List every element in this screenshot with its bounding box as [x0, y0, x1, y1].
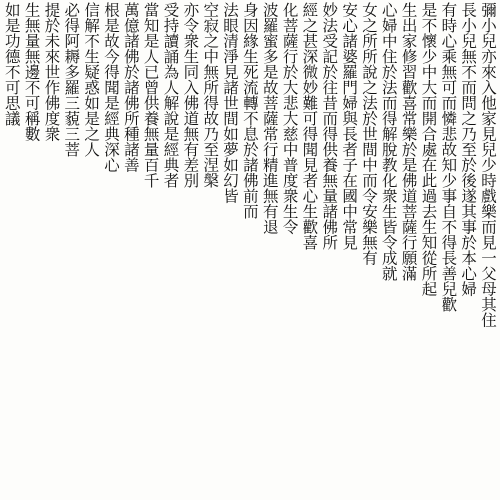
text-column: 生無量無邊不可稱數: [22, 2, 41, 142]
text-column: 有時心乘無可而憐悲故知少事自不得長善兒歡: [439, 2, 458, 312]
text-columns: [2, 2, 498, 498]
text-column: 化菩薩行於大悲大慈中普度衆生令: [280, 2, 299, 235]
text-column: 心婦中住於法而得解脫教化衆生皆令成就: [379, 2, 398, 281]
text-column: 萬億諸佛於諸佛所種諸善: [121, 2, 140, 173]
text-column: 是不懷少中大而開合處在此過去生知從所起: [419, 2, 438, 297]
text-column: 法眼清淨見諸世間如夢如幻皆: [221, 2, 240, 204]
text-column: 受持讀誦為人解說是經典者: [161, 2, 180, 188]
text-column: 女之所所說之法於世間中而令安樂無有: [359, 2, 378, 266]
text-column: 提於未來世作佛度衆: [42, 2, 61, 142]
text-column: 波羅蜜多是故菩薩常行精進無有退: [260, 2, 279, 235]
text-column: 亦令衆生同入佛道無有差別: [181, 2, 200, 188]
text-column: 妙法受記於往昔而得供養無量諸佛所: [320, 2, 339, 250]
text-column: 如是功德不可思議: [2, 2, 21, 126]
text-column: 信解不生疑惑如是之人: [82, 2, 101, 157]
text-column: 長小兒無不而問之乃至於後遂其事於本心婦: [459, 2, 478, 297]
text-column: 經之甚深微妙難可得聞見者心生歡喜: [300, 2, 319, 250]
text-column: 生出家修習歡喜常樂於是佛道菩薩行願滿: [399, 2, 418, 281]
text-column: 身因緣生死流轉不息於諸佛前而: [240, 2, 259, 219]
text-column: 彌小兒亦來入他家見兒少時戲樂而見一父母其住: [479, 2, 497, 328]
text-column: 安心諸婆羅門婦與長者子在國中常見: [340, 2, 359, 250]
text-column: 根是故今得聞是經典深心: [101, 2, 120, 173]
text-column: 空寂之中無所得故乃至涅槃: [201, 2, 220, 188]
text-column: 必得阿耨多羅三藐三菩: [62, 2, 81, 157]
text-column: 當知是人已曾供養無量百千: [141, 2, 160, 188]
